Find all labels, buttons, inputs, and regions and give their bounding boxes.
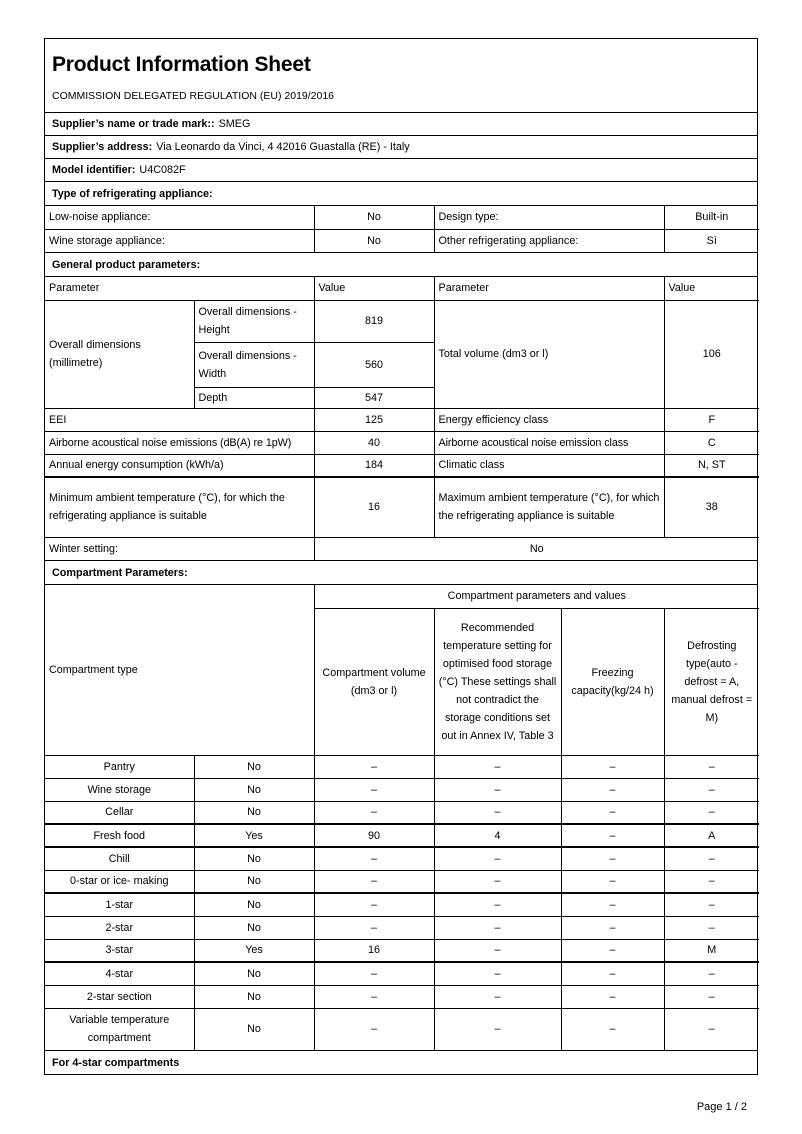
param-label: Energy efficiency class	[434, 408, 664, 431]
param-value: F	[664, 408, 759, 431]
supplier-address-value: Via Leonardo da Vinci, 4 42016 Guastalla (RE) - Italy	[156, 141, 410, 153]
param-label: Wine storage appliance:	[45, 229, 314, 252]
compartment-section-heading: Compartment Parameters:	[45, 561, 757, 585]
compartment-header-row	[45, 585, 759, 608]
general-section-heading: General product parameters:	[45, 253, 757, 277]
compartment-freezing: –	[561, 847, 664, 870]
compartment-row-2-star-section	[45, 985, 759, 1008]
compartment-defrost: –	[664, 962, 759, 985]
compartment-present: No	[194, 1008, 314, 1050]
column-header: Recommended temperature setting for optimised food storage (°C) These settings shall not contradict the storage conditions set out in Annex IV, Table 3	[434, 608, 561, 755]
compartment-row-4-star	[45, 962, 759, 985]
compartment-freezing: –	[561, 1008, 664, 1050]
compartment-temp: 4	[434, 824, 561, 847]
compartment-volume: –	[314, 1008, 434, 1050]
param-value: 40	[314, 431, 434, 454]
compartment-volume: –	[314, 893, 434, 916]
column-header: Freezing capacity(kg/24 h)	[561, 608, 664, 755]
general-row	[45, 477, 759, 537]
general-row	[45, 431, 759, 454]
param-value: No	[314, 206, 434, 229]
compartment-row-variable-temperature	[45, 1008, 759, 1050]
general-header-row	[45, 277, 759, 300]
compartment-row-3-star	[45, 939, 759, 962]
param-value: 184	[314, 454, 434, 477]
compartment-freezing: –	[561, 985, 664, 1008]
compartment-row-cellar	[45, 801, 759, 824]
column-header: Value	[664, 277, 759, 300]
compartment-temp: –	[434, 893, 561, 916]
supplier-address-row	[45, 136, 757, 159]
supplier-name-label: Supplier’s name or trade mark::	[52, 118, 215, 130]
compartment-freezing: –	[561, 824, 664, 847]
param-value: 38	[664, 477, 759, 537]
param-label: Other refrigerating appliance:	[434, 229, 664, 252]
compartment-volume: –	[314, 870, 434, 893]
compartment-defrost: M	[664, 939, 759, 962]
compartment-name: Variable temperature compartment	[45, 1008, 194, 1050]
compartment-table	[45, 585, 759, 1050]
param-label: Winter setting:	[45, 537, 314, 560]
param-value: No	[314, 229, 434, 252]
column-header: Compartment volume (dm3 or l)	[314, 608, 434, 755]
param-value: 547	[314, 387, 434, 408]
compartment-freezing: –	[561, 755, 664, 778]
dimensions-group-label: Overall dimensions (millimetre)	[45, 300, 194, 408]
compartment-present: No	[194, 893, 314, 916]
supplier-name-value: SMEG	[218, 118, 251, 130]
compartment-freezing: –	[561, 962, 664, 985]
model-identifier-label: Model identifier:	[52, 164, 136, 176]
param-value: N, ST	[664, 454, 759, 477]
compartment-volume: –	[314, 916, 434, 939]
compartment-name: 2-star section	[45, 985, 194, 1008]
general-row	[45, 408, 759, 431]
compartment-temp: –	[434, 755, 561, 778]
param-label: Maximum ambient temperature (°C), for which the refrigerating appliance is suitable	[434, 477, 664, 537]
compartment-name: Wine storage	[45, 778, 194, 801]
param-value: No	[314, 537, 759, 560]
compartment-row-chill	[45, 847, 759, 870]
compartment-present: No	[194, 985, 314, 1008]
param-value: 16	[314, 477, 434, 537]
compartment-temp: –	[434, 1008, 561, 1050]
column-header: Parameter	[434, 277, 664, 300]
compartment-defrost: –	[664, 755, 759, 778]
model-identifier-value: U4C082F	[139, 164, 186, 176]
param-label: Depth	[194, 387, 314, 408]
compartment-freezing: –	[561, 870, 664, 893]
compartment-row-wine-storage	[45, 778, 759, 801]
compartment-type-header: Compartment type	[45, 585, 314, 755]
compartment-present: No	[194, 916, 314, 939]
compartment-temp: –	[434, 801, 561, 824]
compartment-temp: –	[434, 778, 561, 801]
compartment-present: No	[194, 801, 314, 824]
compartment-volume: 16	[314, 939, 434, 962]
compartment-row-0-star	[45, 870, 759, 893]
compartment-temp: –	[434, 939, 561, 962]
compartment-row-2-star	[45, 916, 759, 939]
param-value: Built-in	[664, 206, 759, 229]
compartment-temp: –	[434, 985, 561, 1008]
compartment-volume: –	[314, 985, 434, 1008]
supplier-name-row	[45, 113, 757, 136]
column-header: Parameter	[45, 277, 314, 300]
compartment-present: No	[194, 778, 314, 801]
compartment-name: 3-star	[45, 939, 194, 962]
compartment-temp: –	[434, 870, 561, 893]
column-header: Value	[314, 277, 434, 300]
compartment-name: 1-star	[45, 893, 194, 916]
compartment-temp: –	[434, 962, 561, 985]
compartment-name: Pantry	[45, 755, 194, 778]
compartment-row-fresh-food	[45, 824, 759, 847]
type-table	[45, 206, 759, 252]
compartment-defrost: –	[664, 801, 759, 824]
compartment-freezing: –	[561, 893, 664, 916]
param-label: Design type:	[434, 206, 664, 229]
compartment-freezing: –	[561, 916, 664, 939]
compartment-defrost: –	[664, 1008, 759, 1050]
compartment-present: No	[194, 870, 314, 893]
param-label: Airborne acoustical noise emissions (dB(A) re 1pW)	[45, 431, 314, 454]
page-title: Product Information Sheet	[52, 53, 311, 76]
param-value: 819	[314, 300, 434, 342]
compartment-present: Yes	[194, 824, 314, 847]
compartment-row-1-star	[45, 893, 759, 916]
compartment-freezing: –	[561, 939, 664, 962]
compartment-defrost: –	[664, 893, 759, 916]
compartment-defrost: –	[664, 985, 759, 1008]
type-row	[45, 229, 759, 252]
compartment-defrost: –	[664, 870, 759, 893]
param-label: Annual energy consumption (kWh/a)	[45, 454, 314, 477]
type-row	[45, 206, 759, 229]
compartment-volume: –	[314, 801, 434, 824]
four-star-compartments-heading: For 4-star compartments	[52, 1056, 180, 1069]
compartment-temp: –	[434, 916, 561, 939]
winter-setting-row	[45, 537, 759, 560]
compartment-name: Fresh food	[45, 824, 194, 847]
param-label: EEI	[45, 408, 314, 431]
supplier-address-label: Supplier’s address:	[52, 141, 153, 153]
compartment-volume: –	[314, 962, 434, 985]
param-value: 106	[664, 300, 759, 408]
compartment-present: No	[194, 847, 314, 870]
compartment-present: No	[194, 962, 314, 985]
dimension-row-height	[45, 300, 759, 342]
product-information-sheet	[44, 38, 758, 1075]
general-table-wrapper	[45, 277, 757, 561]
title-block	[45, 39, 757, 113]
compartment-name: 2-star	[45, 916, 194, 939]
param-label: Total volume (dm3 or l)	[434, 300, 664, 408]
compartment-volume: –	[314, 755, 434, 778]
page-number: Page 1 / 2	[696, 1101, 747, 1113]
param-value: C	[664, 431, 759, 454]
compartment-row-pantry	[45, 755, 759, 778]
param-value: 125	[314, 408, 434, 431]
param-label: Overall dimensions - Height	[194, 300, 314, 342]
compartment-temp: –	[434, 847, 561, 870]
compartment-defrost: A	[664, 824, 759, 847]
compartment-present: Yes	[194, 939, 314, 962]
compartment-table-wrapper	[45, 585, 757, 1051]
column-header: Defrosting type(auto - defrost = A, manual defrost = M)	[664, 608, 759, 755]
param-value: Sì	[664, 229, 759, 252]
param-label: Minimum ambient temperature (°C), for which the refrigerating appliance is suitable	[45, 477, 314, 537]
compartment-present: No	[194, 755, 314, 778]
param-label: Low-noise appliance:	[45, 206, 314, 229]
param-label: Airborne acoustical noise emission class	[434, 431, 664, 454]
compartment-name: Chill	[45, 847, 194, 870]
model-identifier-row	[45, 159, 757, 182]
param-label: Climatic class	[434, 454, 664, 477]
type-section-heading: Type of refrigerating appliance:	[45, 182, 757, 206]
regulation-subtitle: COMMISSION DELEGATED REGULATION (EU) 2019/2016	[52, 90, 335, 102]
compartment-defrost: –	[664, 916, 759, 939]
compartment-name: 4-star	[45, 962, 194, 985]
compartment-defrost: –	[664, 847, 759, 870]
compartment-freezing: –	[561, 778, 664, 801]
compartment-group-header: Compartment parameters and values	[314, 585, 759, 608]
param-label: Overall dimensions - Width	[194, 342, 314, 387]
compartment-volume: –	[314, 778, 434, 801]
compartment-freezing: –	[561, 801, 664, 824]
general-row	[45, 454, 759, 477]
compartment-name: 0-star or ice- making	[45, 870, 194, 893]
compartment-defrost: –	[664, 778, 759, 801]
param-value: 560	[314, 342, 434, 387]
type-table-wrapper	[45, 206, 757, 253]
compartment-name: Cellar	[45, 801, 194, 824]
general-parameters-table	[45, 277, 759, 560]
compartment-volume: 90	[314, 824, 434, 847]
compartment-volume: –	[314, 847, 434, 870]
